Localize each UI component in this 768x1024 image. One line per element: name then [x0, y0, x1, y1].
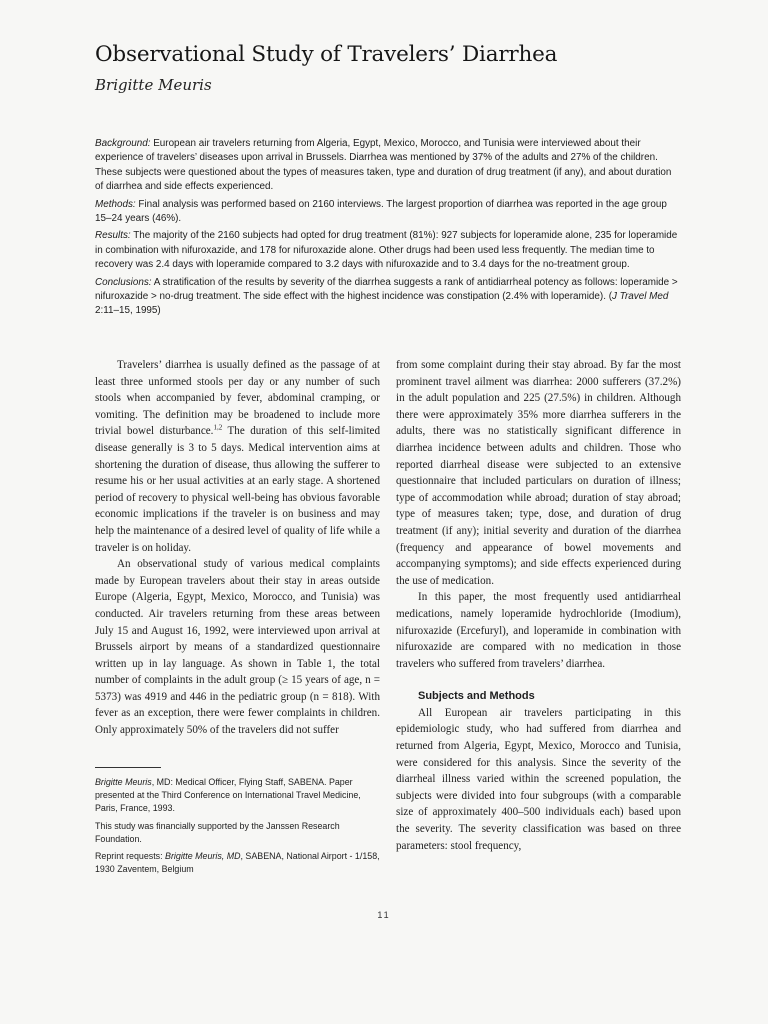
- body-paragraph: An observational study of various medical complaints made by European travelers about their stay in areas outside Europe (Algeria, Egypt, Mexico, Morocco, and Tunisia) was conducted. Air travelers returning from these areas between July 15 and August 16, 1992, were interviewed upon arrival at Brussels airport by means of a standardized questionnaire written up in lay language. As shown in Table 1, the total number of complaints in the adult group (≥ 15 years of age, n = 5373) was 4919 and 446 in the pediatric group (n = 818). With fever as an exception, there were fewer complaints in children. Only approximately 50% of the travelers did not suffer: [95, 558, 380, 737]
- abstract-conclusions-label: Conclusions:: [95, 276, 152, 288]
- abstract-results: [95, 229, 680, 272]
- abstract-results-label: Results:: [95, 230, 131, 242]
- citation-journal: J Travel Med: [612, 291, 669, 303]
- section-heading: Subjects and Methods: [418, 690, 535, 703]
- footnote-reprint-name: Brigitte Meuris, MD: [165, 851, 241, 862]
- abstract-conclusions-text: A stratification of the results by severity of the diarrhea suggests a rank of antidiarrheal potency as follows: loperamide > nifuroxazide > no-drug treatment. The side effect with the highest incidence was constipation (2.4% with loperamide).: [95, 276, 678, 303]
- author-name: Brigitte Meuris: [95, 76, 212, 94]
- abstract-methods-text: Final analysis was performed based on 2160 interviews. The largest proportion of diarrhea was reported in the age group 15–24 years (46%).: [95, 198, 667, 225]
- abstract-background-text: European air travelers returning from Algeria, Egypt, Mexico, Morocco, and Tunisia were interviewed about their experience of travelers’ diseases upon arrival in Brussels. Diarrhea was mentioned by 37% of the adults and 27% of the children. These subjects were questioned about the types of measures taken, type and duration of drug treatment (if any), and about duration of diarrhea and side effects experienced.: [95, 138, 672, 193]
- body-paragraph: [95, 357, 380, 556]
- body-text: Travelers’ diarrhea is usually defined as the passage of at least three unformed stools per day or any number of such stools when accompanied by fever, abdominal cramping, or vomiting. The definition may be broadened to include more trivial bowel disturbance.: [95, 359, 380, 438]
- abstract-conclusions: [95, 276, 680, 319]
- article-title: Observational Study of Travelers’ Diarrhea: [95, 42, 558, 67]
- abstract-results-text: The majority of the 2160 subjects had opted for drug treatment (81%): 927 subjects for loperamide alone, 235 for loperamide in combination with nifuroxazide, and 178 for nifuroxazide alone. Other drugs had been used less frequently. The median time to recovery was 2.4 days with loperamide compared to 3.2 days with nifuroxazide and to 3.4 days for the no-treatment group.: [95, 230, 678, 271]
- footnote-affiliation: [95, 776, 380, 816]
- footnote-reprint-label: Reprint requests:: [95, 851, 166, 862]
- citation-rest: 2:11–15, 1995): [95, 305, 161, 317]
- body-text: The duration of this self-limited disease generally is 3 to 5 days. Medical intervention aims at shortening the duration of disease, thus allowing the sufferer to resume his or her usual activities at an early stage. A shortened period of recovery to physical well-being has obvious favorable economic implications if the traveler is on business and may help the maintenance of a desired level of quality of life while a traveler is on holiday.: [95, 425, 381, 554]
- footnote-support: This study was financially supported by the Janssen Research Foundation.: [95, 820, 340, 844]
- abstract-methods: [95, 198, 680, 227]
- abstract: [95, 137, 680, 322]
- body-left-column: [95, 357, 380, 739]
- body-right-column: [396, 357, 681, 854]
- footnote-affiliation-text: , MD: Medical Officer, Flying Staff, SABENA. Paper presented at the Third Conference on International Travel Medicine, Paris, France, 1993.: [95, 777, 361, 814]
- footnote-reprint-address: , SABENA, National Airport - 1/158, 1930 Zaventem, Belgium: [95, 851, 380, 875]
- footnote-reprint: [95, 850, 380, 876]
- body-paragraph: In this paper, the most frequently used antidiarrheal medications, namely loperamide hydrochloride (Imodium), nifuroxazide (Ercefuryl), and loperamide in combination with nifuroxazide are compared with no medication in those travelers who suffered from travelers’ diarrhea.: [396, 591, 681, 670]
- footnote-author: Brigitte Meuris: [95, 777, 152, 787]
- body-paragraph: All European air travelers participating in this epidemiologic study, who had suffered from diarrhea and returned from Algeria, Egypt, Mexico, Morocco and Tunisia, were considered for this analysis. Since the severity of the diarrheal illness varied within the screened population, the subjects were divided into four subgroups (with a comparable size of approximately 400–500 individuals each) based upon the severity. The severity classification was based on three parameters: stool frequency,: [396, 706, 681, 852]
- page-number: 11: [377, 910, 391, 920]
- abstract-background: [95, 137, 680, 195]
- footnote-divider: [95, 767, 161, 768]
- abstract-methods-label: Methods:: [95, 198, 136, 210]
- abstract-background-label: Background:: [95, 138, 151, 149]
- citation-open: (: [608, 291, 612, 303]
- reference-superscript: 1,2: [213, 423, 223, 432]
- footnotes: [95, 776, 380, 880]
- body-paragraph: from some complaint during their stay abroad. By far the most prominent travel ailment was diarrhea: 2000 sufferers (37.2%) in the adult population and 225 (27.5%) in children. Although there were approximately 35% more diarrhea sufferers in the adults, there was no statistically significant difference in diarrhea incidence between adults and children. Those who reported diarrheal disease were subjected to an extensive questionnaire that included particulars on duration of illness; type of accommodation while abroad; duration of stay abroad; type of measures taken; type, dose, and duration of drug treatment (if any); initial severity and duration of the diarrhea (frequency and appearance of bowel movements and accompanying symptoms); and side effects experienced during the use of medication.: [396, 359, 681, 587]
